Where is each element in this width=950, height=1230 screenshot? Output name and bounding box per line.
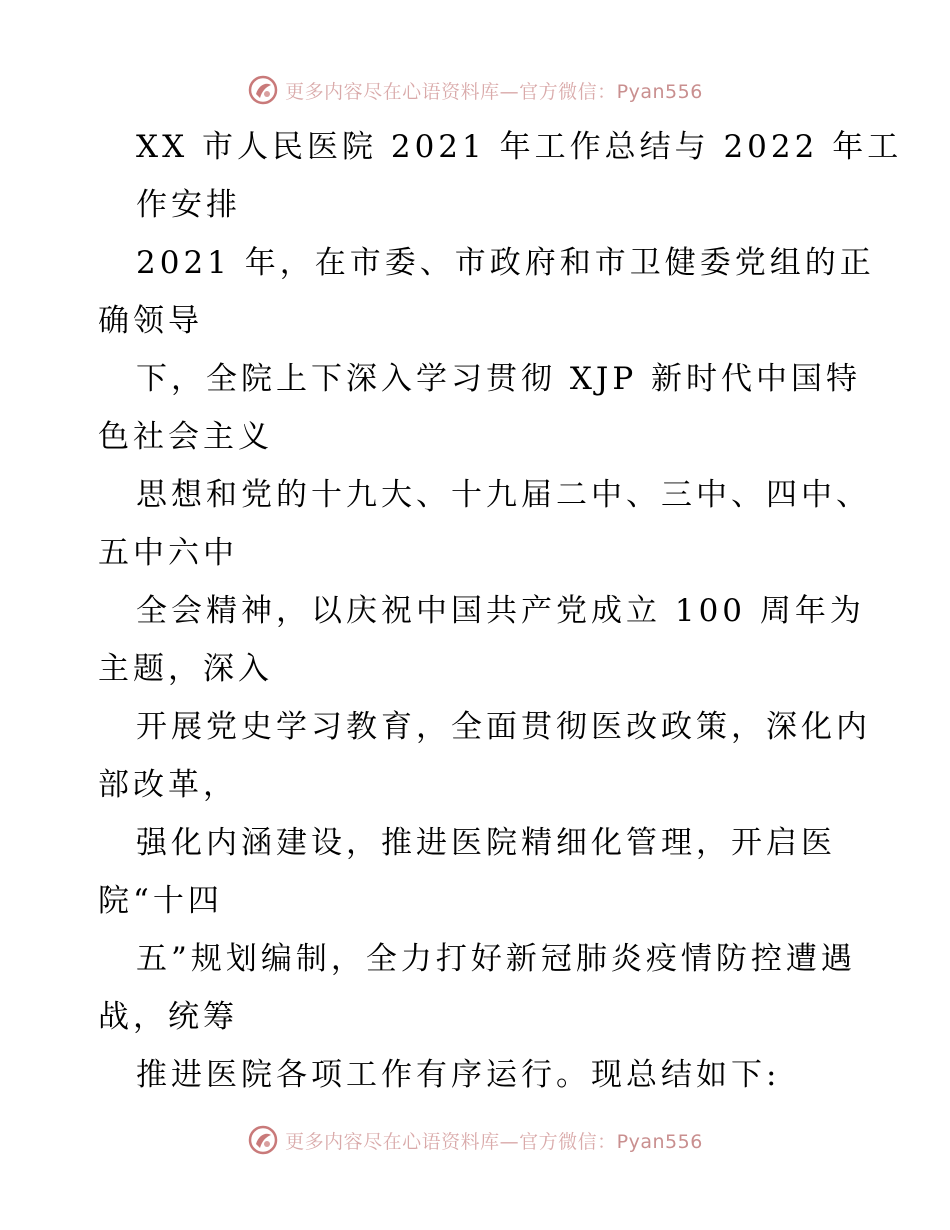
paragraph-line: 思想和党的十九大、十九届二中、三中、四中、: [136, 477, 871, 513]
title-line-2: 作安排: [136, 187, 241, 223]
title-line-1: XX 市人民医院 2021 年工作总结与 2022 年工: [136, 129, 903, 165]
paragraph-line: 五”规划编制，全力打好新冠肺炎疫情防控遭遇: [136, 941, 856, 977]
brand-logo-icon: [247, 74, 279, 106]
paragraph-line: 强化内涵建设，推进医院精细化管理，开启医: [136, 825, 836, 861]
paragraph-line: 战，统筹: [98, 999, 238, 1035]
paragraph-line: 色社会主义: [98, 419, 273, 455]
paragraph-line: 开展党史学习教育，全面贯彻医改政策，深化内: [136, 709, 871, 745]
brand-logo-icon: [247, 1124, 279, 1156]
paragraph-line: 确领导: [98, 303, 203, 339]
paragraph-line: 全会精神，以庆祝中国共产党成立 100 周年为: [136, 593, 865, 629]
paragraph-line: 五中六中: [98, 535, 238, 571]
watermark-footer: [0, 1120, 950, 1160]
wechat-id: Pyan556: [616, 1130, 703, 1153]
watermark-text: 更多内容尽在心语资料库—官方微信：Pyan556: [285, 1130, 703, 1153]
paragraph-line: 下，全院上下深入学习贯彻 XJP 新时代中国特: [136, 361, 862, 397]
paragraph-line: 院“十四: [98, 883, 223, 919]
paragraph-line: 部改革，: [98, 767, 238, 803]
paragraph-line: 主题，深入: [98, 651, 273, 687]
paragraph-line: 推进医院各项工作有序运行。现总结如下:: [136, 1057, 781, 1093]
watermark-text: 更多内容尽在心语资料库—官方微信：Pyan556: [285, 80, 703, 103]
wechat-id: Pyan556: [616, 80, 703, 103]
paragraph-line: 2021 年，在市委、市政府和市卫健委党组的正: [136, 245, 875, 281]
watermark-header: [0, 70, 950, 110]
